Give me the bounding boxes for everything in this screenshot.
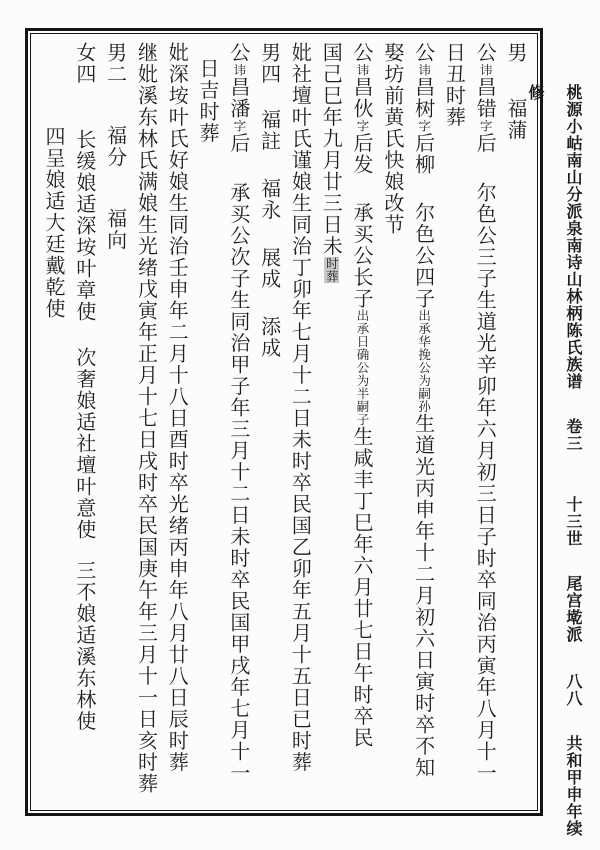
daughter-entry-first: 长缓娘适深垵叶章使: [72, 129, 97, 323]
daughters-label: 女四: [72, 42, 97, 85]
term-zi: 字: [231, 119, 247, 133]
son-name-fuxiang: 福向: [103, 208, 128, 251]
bio-continuation-text: 国己巳年九月廿三日未: [319, 42, 344, 257]
daughters-column-four: [69, 42, 100, 802]
folio-number: 八八: [564, 673, 583, 707]
bio-continuation-text: 日吉时葬: [196, 58, 221, 144]
adoption-note: 出承日确公为半嗣子: [355, 309, 371, 426]
name-changcuo: 昌错: [473, 76, 498, 120]
term-gong: 公: [411, 42, 436, 64]
term-gong: 公: [226, 42, 251, 64]
daughter-entry-second: 次奢娘适社壇叶意使: [72, 346, 97, 540]
spouse-column-lin-manniang: [131, 42, 162, 802]
frame-inner-line: [30, 33, 538, 811]
bio-text-changshu: 生道光丙申年十二月初六日寅时卒不知: [411, 413, 436, 779]
bio-text-changpan: 承买公次子生同治甲子年三月十二日未时卒民国甲戌年七月十一: [226, 182, 251, 784]
sons-label: 男: [504, 42, 528, 64]
lineage-text: 尔色公四子: [411, 201, 436, 309]
sons-column-four: [254, 42, 285, 802]
son-name-fuyong: 福永: [257, 178, 282, 221]
son-name-tiancheng: 添成: [257, 316, 282, 359]
bio-continuation-column-changcuo: [439, 42, 470, 802]
spouse-text-ye-jinniang: 妣社壇叶氏谨娘生同治丁卯年七月十二日未时卒民国乙卯年五月十五日已时葬: [288, 42, 313, 773]
son-name-fufen: 福分: [103, 125, 128, 168]
term-gong: 公: [473, 42, 498, 64]
bio-column-changcuo: [469, 42, 500, 802]
son-name-fupu: 福蒲: [504, 97, 528, 141]
bio-continuation-text: 日丑时葬: [442, 42, 467, 128]
edition-label: 共和甲申年续修: [526, 84, 583, 837]
spouse-text-lin-manniang: 继妣溪东林氏满娘生光绪戊寅年正月十七日戌时卒民国庚午年三月十一日亥时葬: [134, 42, 159, 795]
daughters-column-wrap: [38, 42, 69, 802]
term-hui: 讳: [416, 63, 432, 77]
son-name-zhancheng: 展成: [257, 247, 282, 290]
term-zi: 字: [478, 119, 494, 133]
branch-label: 尾宫墘派: [564, 575, 583, 643]
lineage-text: 承买公长子: [350, 201, 375, 309]
generation-label: 十三世: [564, 496, 583, 547]
name-changpan: 昌潘: [226, 76, 251, 120]
spouse-column-huang: [377, 42, 408, 802]
running-title-strip: [526, 84, 592, 844]
bio-column-changshu: [408, 42, 439, 802]
bio-continuation-column-changpan: [192, 42, 223, 802]
daughter-entry-fourth: 四呈娘适大廷戴乾使: [42, 126, 67, 320]
burial-note-highlighted: 时葬: [324, 257, 340, 283]
sons-label: 男二: [103, 42, 128, 85]
term-hui: 讳: [355, 63, 371, 77]
spouse-column-ye-haoniang: [161, 42, 192, 802]
style-name-hou: 后: [473, 132, 498, 154]
daughter-entry-third: 三不娘适溪东林使: [72, 560, 97, 732]
genealogy-columns: [31, 34, 537, 810]
term-zi: 字: [416, 119, 432, 133]
volume-label: 卷三: [564, 418, 583, 452]
genealogy-page-frame: [25, 28, 543, 816]
style-name-houliu: 后柳: [411, 132, 436, 176]
book-title: 桃源小岵南山分派泉南诗山林柄陈氏族谱: [564, 84, 583, 390]
term-zi: 字: [355, 119, 371, 133]
sons-column-two: [100, 42, 131, 802]
adoption-note: 出承华挽公为嗣孙: [416, 309, 432, 413]
style-name-houfa: 后发: [350, 132, 375, 176]
sons-column-fupu: [500, 42, 531, 802]
spouse-text-ye-haoniang: 妣深垵叶氏好娘生同治壬申年二月十八日酉时卒光绪丙申年八月廿八日辰时葬: [165, 42, 190, 773]
name-changhuo: 昌伙: [350, 76, 375, 120]
son-name-fuzhu: 福註: [257, 109, 282, 152]
sons-label: 男四: [257, 42, 282, 85]
style-name-hou: 后: [226, 132, 251, 154]
bio-column-changpan: [223, 42, 254, 802]
term-gong: 公: [350, 42, 375, 64]
spouse-text-huang: 娶坊前黄氏快娘改节: [380, 42, 405, 236]
spouse-column-ye-jinniang: [285, 42, 316, 802]
bio-text-changhuo: 生咸丰丁巳年六月廿七日午时卒民: [350, 426, 375, 749]
term-hui: 讳: [231, 63, 247, 77]
term-hui: 讳: [478, 63, 494, 77]
bio-continuation-column-changhuo: [315, 42, 346, 802]
name-changshu: 昌树: [411, 76, 436, 120]
bio-column-changhuo: [346, 42, 377, 802]
bio-text-changcuo: 尔色公三子生道光辛卯年六月初三日子时卒同治丙寅年八月十一: [473, 182, 498, 784]
